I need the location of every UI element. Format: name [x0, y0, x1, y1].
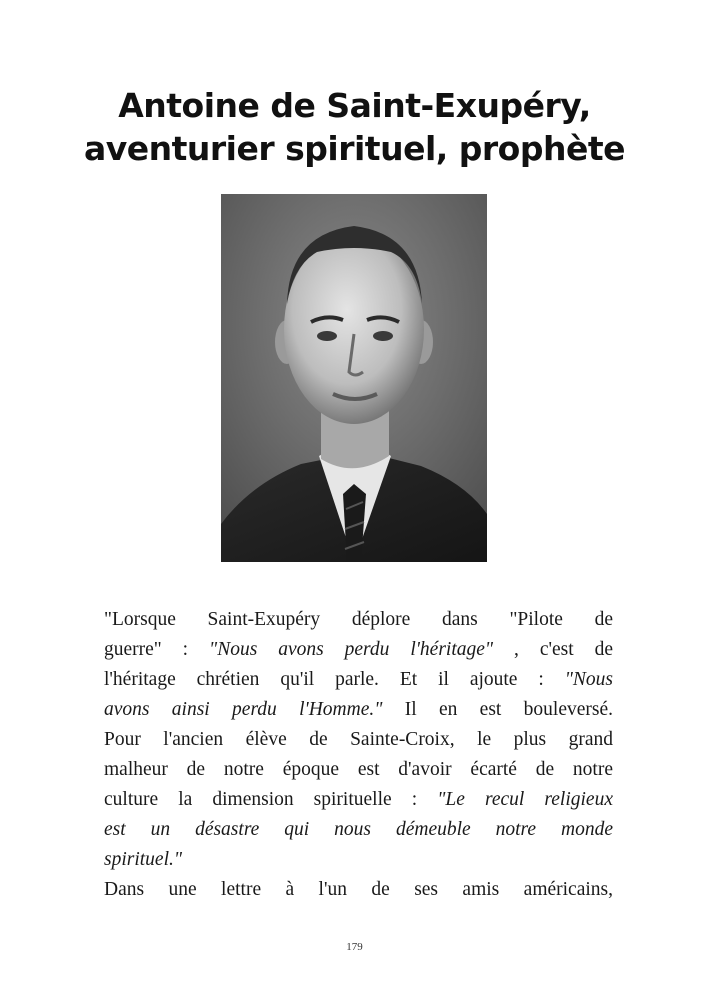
body-text	[104, 605, 613, 905]
text-line	[104, 815, 613, 845]
page-number: 179	[346, 941, 363, 953]
text-line	[104, 785, 613, 815]
italic-quote: spirituel."	[104, 849, 183, 870]
text-run: Il en est bouleversé.	[382, 699, 613, 720]
text-run: , c'est de	[493, 639, 613, 660]
text-line	[104, 695, 613, 725]
italic-quote: avons ainsi perdu l'Homme."	[104, 699, 383, 720]
text-run: Pour l'ancien élève de Sainte-Croix, le plus grand	[104, 729, 613, 750]
italic-quote: "Le recul religieux	[437, 789, 613, 810]
text-run: culture la dimension spirituelle :	[104, 789, 438, 810]
text-line	[104, 605, 613, 635]
text-line	[104, 875, 613, 905]
italic-quote: "Nous	[564, 669, 613, 690]
text-run: guerre" :	[104, 639, 210, 660]
title-line-2: aventurier spirituel, prophète	[83, 129, 626, 168]
text-run: "Lorsque Saint-Exupéry déplore dans "Pilote de	[104, 609, 613, 630]
text-line	[104, 725, 613, 755]
text-run: malheur de notre époque est d'avoir écarté de notre	[104, 759, 613, 780]
portrait-photo	[221, 194, 487, 562]
text-line	[104, 845, 613, 875]
title-line-1: Antoine de Saint-Exupéry,	[118, 86, 591, 125]
text-line	[104, 635, 613, 665]
text-line	[104, 755, 613, 785]
italic-quote: est un désastre qui nous démeuble notre monde	[104, 819, 613, 840]
text-line	[104, 665, 613, 695]
page-title	[0, 84, 709, 170]
text-run: Dans une lettre à l'un de ses amis américains,	[104, 879, 613, 900]
italic-quote: "Nous avons perdu l'héritage"	[209, 639, 494, 660]
text-run: l'héritage chrétien qu'il parle. Et il ajoute :	[104, 669, 565, 690]
